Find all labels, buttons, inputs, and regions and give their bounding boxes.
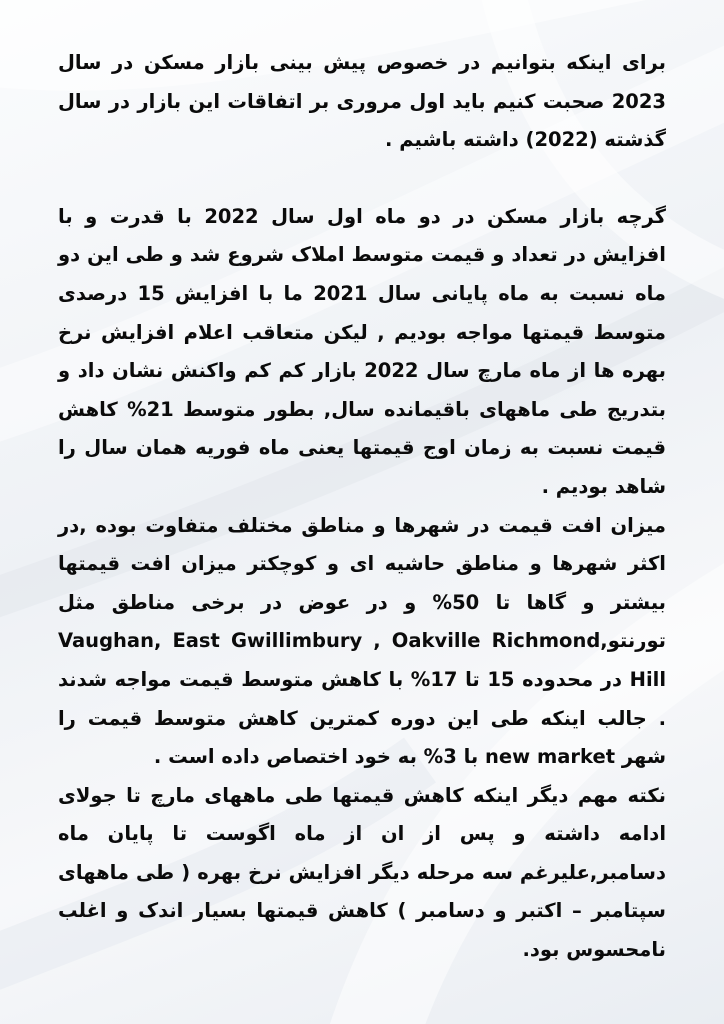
paragraph-march-to-december: نکته مهم دیگر اینکه کاهش قیمتها طی ماههای مارچ تا جولای ادامه داشته و پس از ان از ماه اگوست تا پایان ماه دسامبر,علیرغم سه مرحله دیگر افزایش نرخ بهره ( طی ماههای سپتامبر – اکتبر و دسامبر ) کاهش قیمتها بسیار اندک و اغلب نامحسوس بود.: [58, 783, 666, 962]
paragraph-price-drop-by-region: میزان افت قیمت در شهرها و مناطق مختلف متفاوت بوده ,در اکثر شهرها و مناطق حاشیه ای و کوچکتر میزان افت قیمتها بیشتر و گاها تا 50% و در عوض در برخی مناطق مثل تورنتو,Vaughan, East Gwillimbury , Oakville Richmond Hill در محدوده 15 تا 17% با کاهش متوسط قیمت مواجه شدند . جالب اینکه طی این دوره کمترین کاهش متوسط قیمت را شهر new market با 3% به خود اختصاص داده است .: [58, 513, 667, 769]
paragraph-spacer: [58, 160, 666, 198]
paragraph-intro: برای اینکه بتوانیم در خصوص پیش بینی بازار مسکن در سال 2023 صحبت کنیم باید اول مروری بر اتفاقات این بازار در سال گذشته (2022) داشته باشیم .: [58, 51, 666, 152]
document-body: [58, 44, 666, 970]
paragraph-first-months-2022: گرچه بازار مسکن در دو ماه اول سال 2022 با قدرت و با افزایش در تعداد و قیمت متوسط املاک شروع شد و طی این دو ماه نسبت به ماه پایانی سال 2021 ما با افزایش 15 درصدی متوسط قیمتها مواجه بودیم , لیکن متعاقب اعلام افزایش نرخ بهره ها از ماه مارچ سال 2022 بازار کم کم واکنش نشان داد و بتدریج طی ماههای باقیمانده سال, بطور متوسط 21% کاهش قیمت نسبت به زمان اوج قیمتها یعنی ماه فوریه همان سال را شاهد بودیم .: [58, 204, 667, 498]
